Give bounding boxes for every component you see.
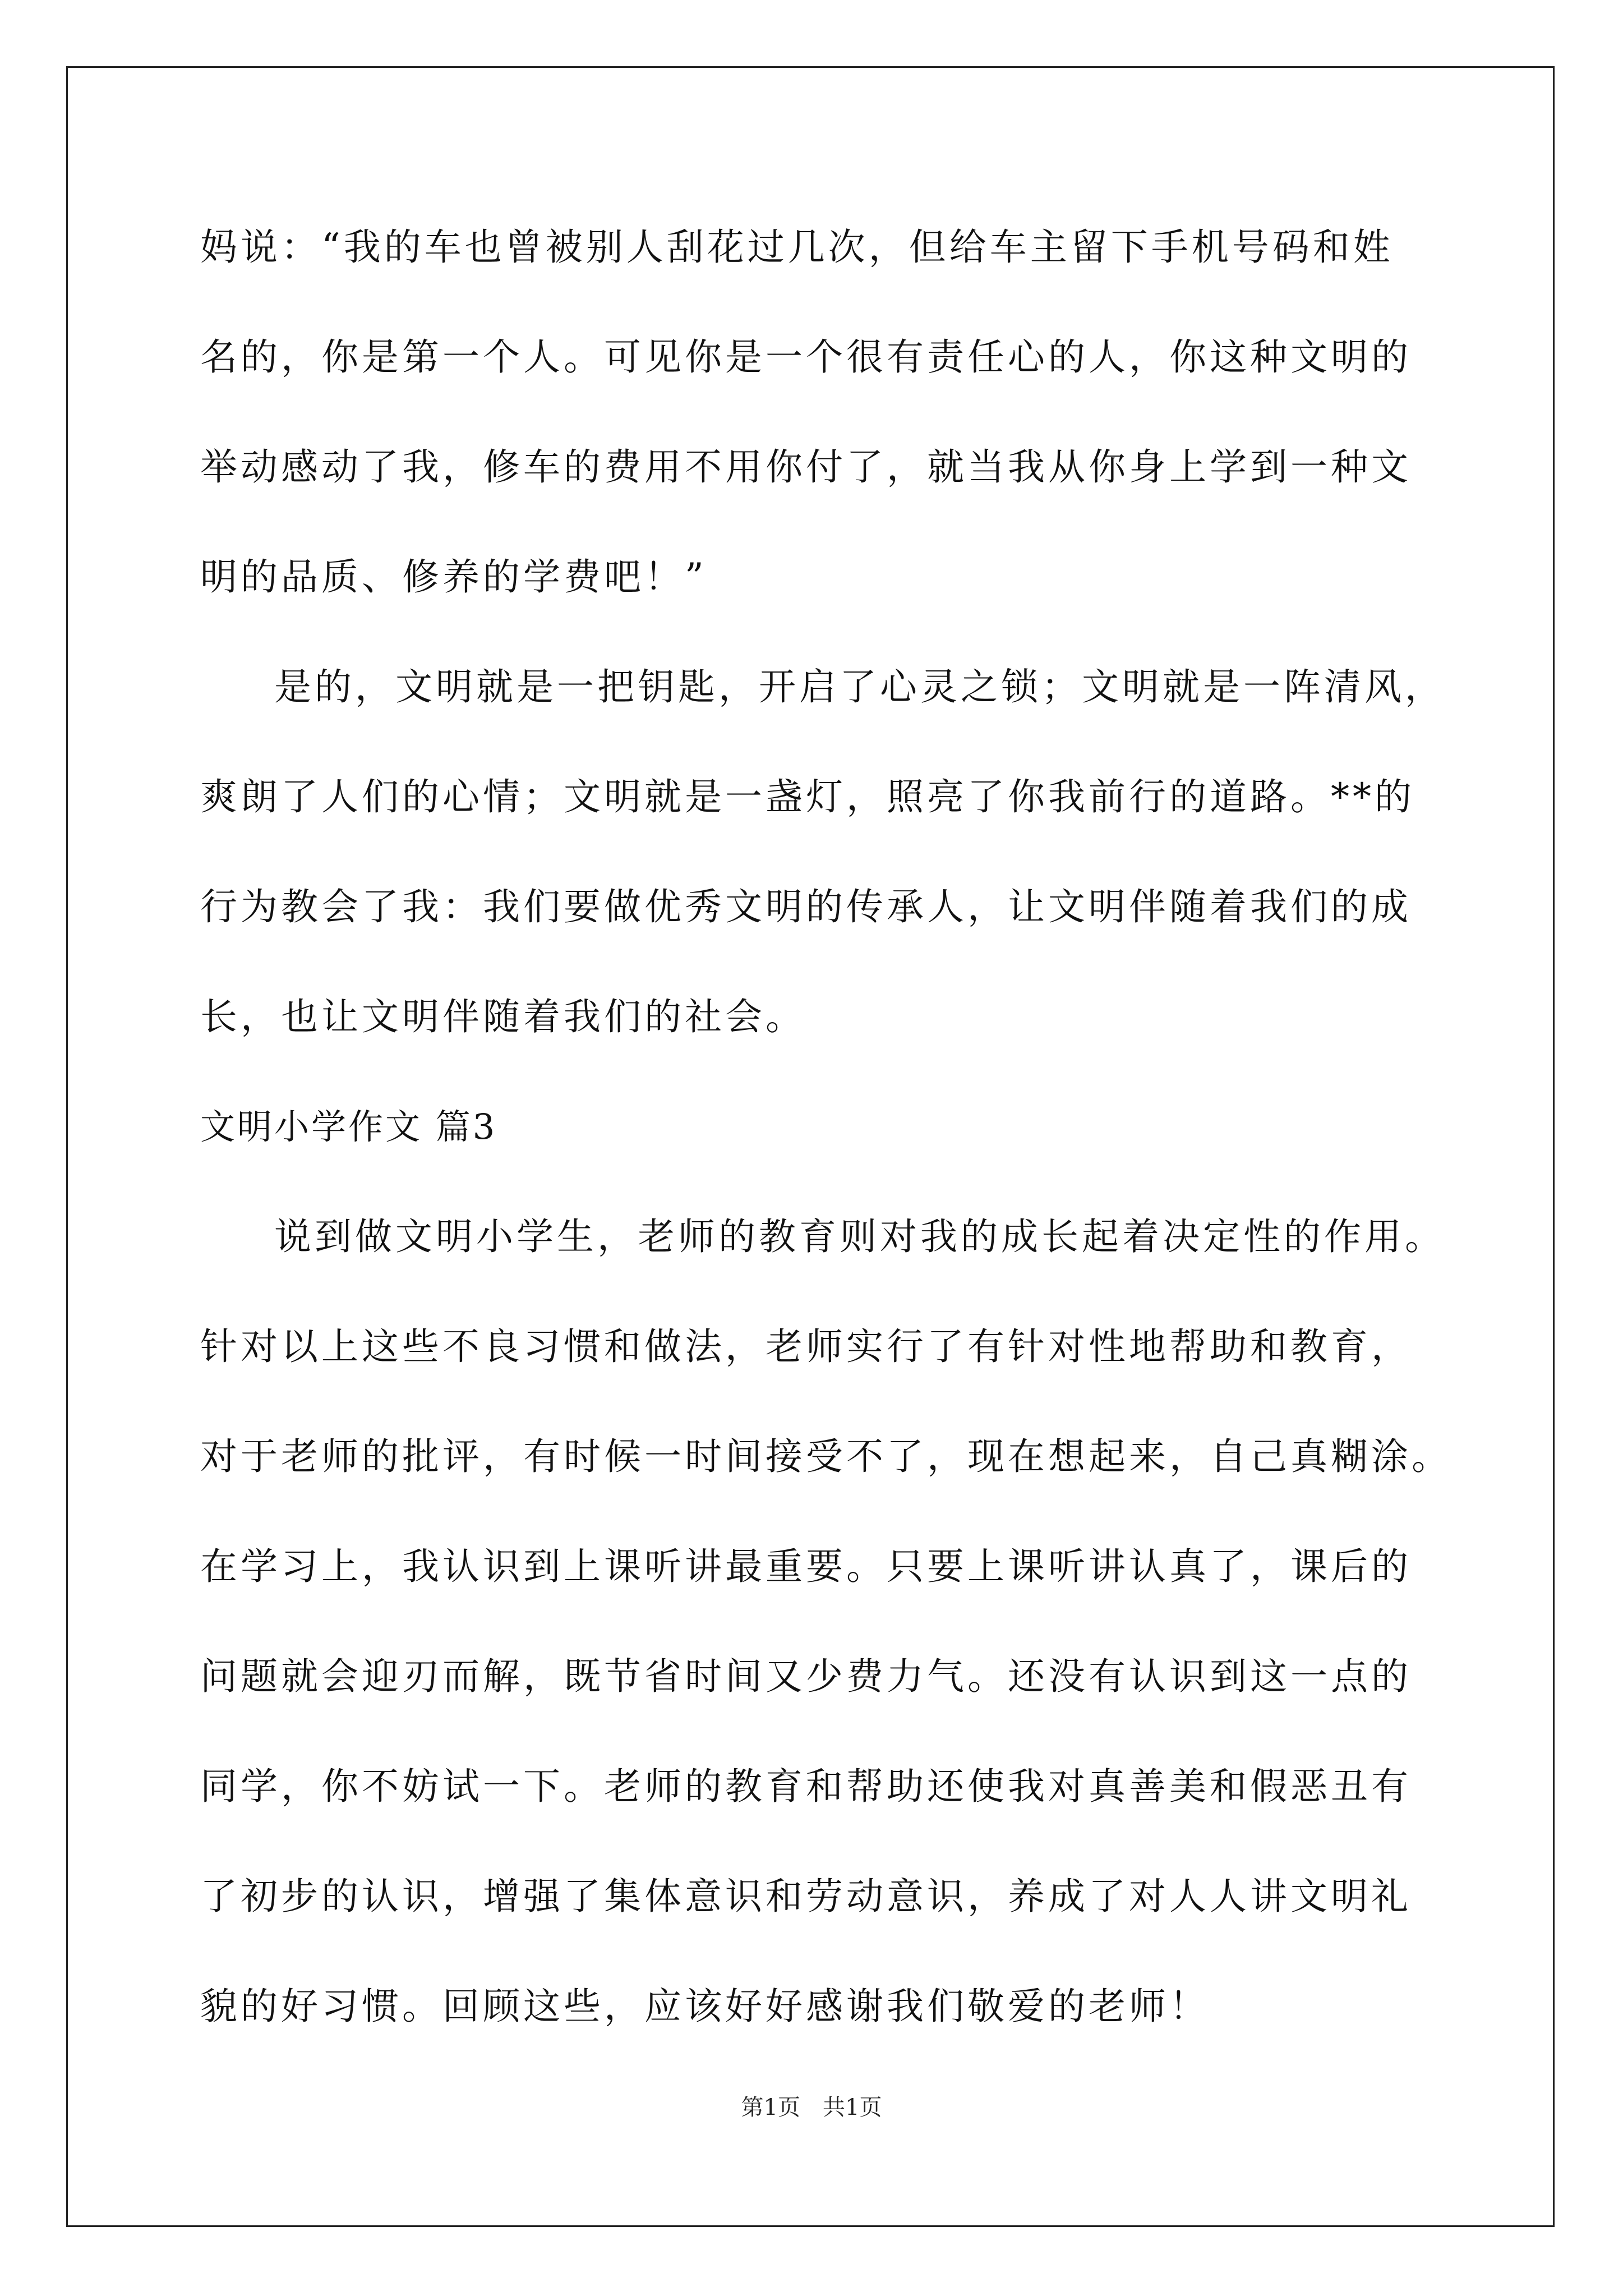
page-number-total: 共1页: [823, 2095, 882, 2120]
page-number-current: 第1页: [741, 2095, 800, 2120]
paragraph-line: 举动感动了我，修车的费用不用你付了，就当我从你身上学到一种文: [200, 445, 1412, 489]
paragraph-line: 长，也让文明伴随着我们的社会。: [200, 995, 806, 1038]
paragraph-line: 妈说：“我的车也曾被别人刮花过几次，但给车主留下手机号码和姓: [200, 226, 1394, 269]
paragraph-line: 行为教会了我：我们要做优秀文明的传承人，让文明伴随着我们的成: [200, 885, 1412, 928]
paragraph-line: 针对以上这些不良习惯和做法，老师实行了有针对性地帮助和教育，: [200, 1325, 1412, 1368]
paragraph-line: 说到做文明小学生，老师的教育则对我的成长起着决定性的作用。: [274, 1215, 1445, 1258]
paragraph-line: 明的品质、修养的学费吧！”: [200, 555, 707, 599]
paragraph-line: 问题就会迎刃而解，既节省时间又少费力气。还没有认识到这一点的: [200, 1655, 1412, 1698]
paragraph-line: 同学，你不妨试一下。老师的教育和帮助还使我对真善美和假恶丑有: [200, 1765, 1412, 1808]
paragraph-line: 了初步的认识，增强了集体意识和劳动意识，养成了对人人讲文明礼: [200, 1875, 1412, 1918]
page-footer: [0, 2093, 1623, 2122]
paragraph-line: 爽朗了人们的心情；文明就是一盏灯，照亮了你我前行的道路。**的: [200, 775, 1415, 818]
paragraph-line: 是的，文明就是一把钥匙，开启了心灵之锁；文明就是一阵清风，: [274, 665, 1445, 708]
paragraph-line: 貌的好习惯。回顾这些，应该好好感谢我们敬爱的老师！: [200, 1985, 1210, 2028]
section-heading: 文明小学作文 篇3: [200, 1106, 497, 1147]
paragraph-line: 对于老师的批评，有时候一时间接受不了，现在想起来，自己真糊涂。: [200, 1435, 1452, 1478]
paragraph-line: 名的，你是第一个人。可见你是一个很有责任心的人，你这种文明的: [200, 335, 1412, 379]
paragraph-line: 在学习上，我认识到上课听讲最重要。只要上课听讲认真了，课后的: [200, 1545, 1412, 1588]
